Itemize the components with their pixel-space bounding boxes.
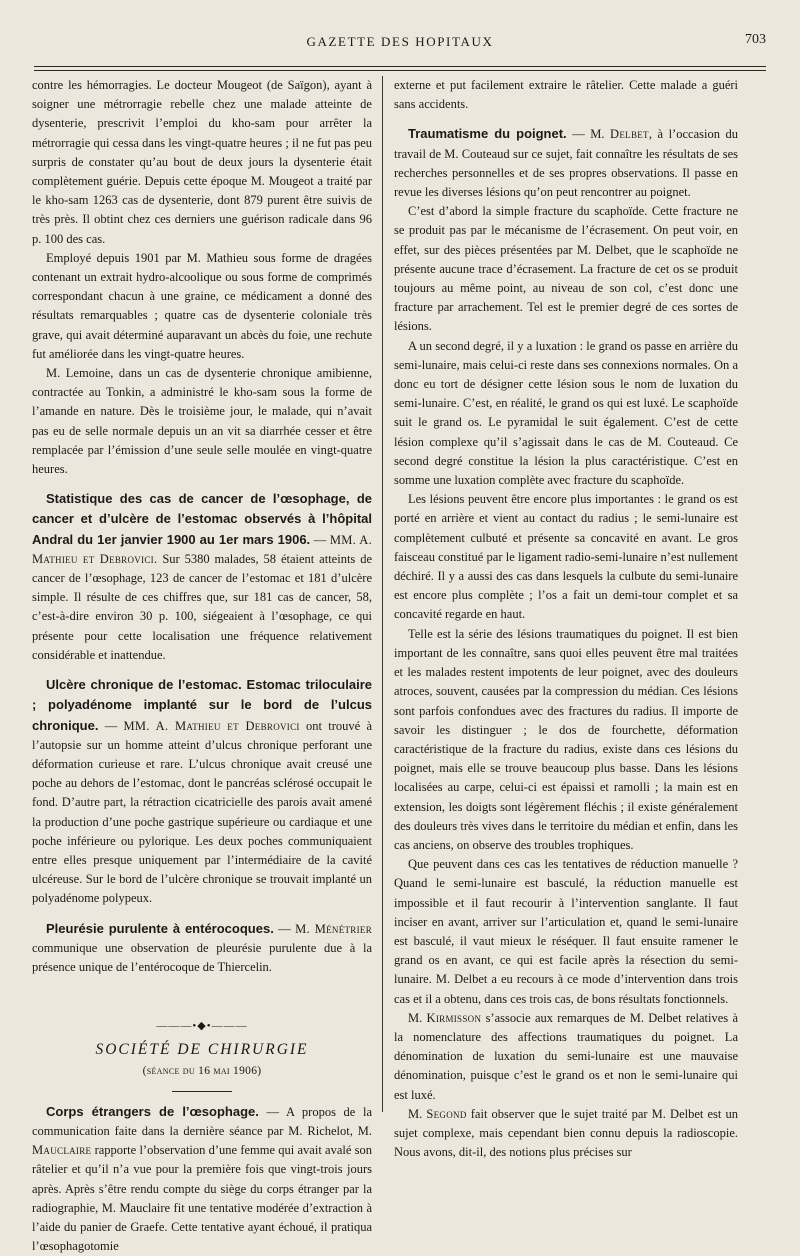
section-heading: Ulcère chronique de l’estomac. Estomac triloculaire ; polyadénome implanté sur le bord de l’ulcus chronique.: [32, 677, 372, 733]
section-body: A propos de la communication faite dans la dernière séance par M. Richelot, M.: [32, 1104, 372, 1138]
paragraph-kirmisson: M. Kirmisson s’associe aux remarques de M. Delbet relatives à la nomenclature des affections traumatiques du poignet. La dénomination de luxation du semi-lunaire est une mauvaise dénomination, puisque c’est le grand os et non le semi-lunaire qui est luxé.: [394, 1010, 738, 1102]
section-ulcere: Ulcère chronique de l’estomac. Estomac triloculaire ; polyadénome implanté sur le bord de l’ulcus chronique. — MM. A. Mathieu et Debrovici ont trouvé à l’autopsie sur un homme atteint d’ulcus chronique perforant une déformation curieuse et rare. L’ulcus chronique avait creusé une poche au dehors de l’estomac, dont le pancréas sclérosé occupait le fond. D’autre part, la rétraction cicatricielle des parois avait amené la production d’une poche gastrique supérieure ou cardiaque et une poche inférieure ou pylorique. Les deux poches communiquaient entre elles presque uniquement par l’intermédiaire de la cavité ulcéreuse. Sur le bord de l’ulcère chronique se trouvait implanté un polyadénome polypeux.: [32, 677, 372, 906]
section-body: Sur 5380 malades, 58 étaient atteints de cancer de l’œsophage, 123 de cancer de l’estomac et 181 d’ulcère simple. Il résulte de ces chiffres que, sur 181 cas de cancer, 58, c’est-à-dire environ 30 p. 100, siégeaient à l’œsophage, ce qui présente pour cette localisation une fréquence relativement considérable et inattendue.: [32, 551, 372, 662]
paragraph: C’est d’abord la simple fracture du scaphoïde. Cette fracture ne se produit pas par le mécanisme de l’écrasement. On peut voir, en effet, sur des pièces présentées par M. Delbet, que le scaphoïde ne présente aucune trace d’écrasement. La fracture de cet os se produit toujours au même point, au niveau de son col, c’est donc une fracture par arrachement. Tel est le premier degré de ces sortes de lésions.: [394, 204, 738, 334]
left-column: [32, 76, 373, 1254]
paragraph: Telle est la série des lésions traumatiques du poignet. Il est bien important de les connaître, sans quoi elles peuvent être mal traitées et les malades restent impotents de leur poignet, avec des douleurs atroces, souvent, causées par la compression du médian. Ces lésions sont parfois confondues avec des fractures du radius. Il importe de savoir les distinguer ; le dos de fourchette, déformation caractéristique de la fracture du radius, existe dans ces lésions du poignet, mais elle se trouve beaucoup plus basse. Dans les lésions localisées au carpe, celui-ci est épaissi et ramolli ; la main est en extension, les doigts sont légèrement fléchis ; il existe généralement des douleurs très vives dans le territoire du médian et enfin, dans les cas anciens, on observe des troubles trophiques.: [394, 626, 738, 852]
section-authors: MM. A. Mathieu et Debrovici: [123, 718, 300, 733]
column-divider: [382, 76, 383, 1112]
header-rule-secondary: [34, 70, 766, 71]
paragraph: Employé depuis 1901 par M. Mathieu sous forme de dragées contenant un extrait hydro-alcoolique ou sous forme de comprimés correspondant chacun à une graine, ce médicament a donné des résultats remarquables ; quatre cas de dysenterie coloniale très grave, qui avait déterminé auparavant un abcès du foie, une rechute fut améliorée dans les vingt-quatre heures.: [32, 250, 372, 361]
paragraph-segond: M. Segond fait observer que le sujet traité par M. Delbet est un sujet complexe, mais cependant bien connu depuis la radioscopie. Nous avons, dit-il, des notions plus précises sur: [394, 1106, 739, 1160]
section-body: ont trouvé à l’autopsie sur un homme atteint d’ulcus chronique perforant une déformation curieuse et rare. L’ulcus chronique avait creusé une poche au dehors de l’estomac, dont le pancréas sclérosé occupait le fond. D’autre part, la rétraction cicatricielle des parois avait amené la production d’une poche gastrique supérieure ou cardiaque et une poche inférieure ou pylorique. Les deux poches communiquaient entre elles presque uniquement par l’intermédiaire de la cavité ulcéreuse. Sur le bord de l’ulcère chronique se trouvait implanté un polyadénome polypeux.: [32, 718, 372, 906]
paragraph: contre les hémorragies. Le docteur Mougeot (de Saïgon), ayant à soigner une métrorragie rebelle chez une malade atteinte de dysenterie, prescrivit l’emploi du kho-sam pour arrêter la métrorragie qui cessa dans les vingt-quatre heures ; il ne fut pas peu surpris de constater qu’au bout de deux jours la dysenterie était complètement guérie. Depuis cette époque M. Mougeot a traité par le kho-sam 1263 cas de dysenterie, dont 879 purent être suivis de très près. Il obtint chez ces derniers une guérison radicale dans 96 p. 100 des cas.: [32, 78, 372, 246]
paragraph: externe et put facilement extraire le râtelier. Cette malade a guéri sans accidents.: [394, 78, 738, 112]
paragraph: Que peuvent dans ces cas les tentatives de réduction manuelle ? Quand le semi-lunaire est basculé, la réduction manuelle est impossible et il faut recourir à l’intervention sanglante. Il faut inciser en avant, arriver sur l’articulation et, quand le semi-lunaire est basculé, il vaut mieux le réséquer. Il faut ensuite ramener le grand os en avant, ce qui est facile après la résection du semi-lunaire. M. Delbet a eu recours à ce mode d’intervention dans trois cas et il a obtenu, dans ces trois cas, de bons résultats fonctionnels.: [394, 857, 738, 1006]
section-body: rapporte l’observation d’une femme qui avait avalé son râtelier et qu’il n’a vue pour la première fois que vingt-trois jours après. Après s’être rendu compte du siège du corps étranger par la radiographie, M. Mauclaire fit une tentative modérée d’extraction à l’aide du panier de Graefe. Cette tentative ayant échoué, il pratiqua l’œsophagotomie: [32, 1143, 373, 1254]
right-column: [394, 76, 739, 1160]
running-title: GAZETTE DES HOPITAUX: [306, 34, 494, 49]
section-corps-etrangers: Corps étrangers de l’œsophage. — A propos de la communication faite dans la dernière séance par M. Richelot, M. Mauclaire rapporte l’observation d’une femme qui avait avalé son râtelier et qu’il n’a vue pour la première fois que vingt-trois jours après. Après s’être rendu compte du siège du corps étranger par la radiographie, M. Mauclaire fit une tentative modérée d’extraction à l’aide du panier de Graefe. Cette tentative ayant échoué, il pratiqua l’œsophagotomie: [32, 1103, 373, 1254]
page-number: 703: [745, 32, 766, 47]
section-body: , à l’occasion du travail de M. Couteaud sur ce sujet, fait connaître les résultats de ses recherches personnelles et de ses propres observations. Il passe en revue les diverses lésions qu’on peut rencontrer au poignet.: [394, 127, 738, 200]
author-name: Kirmisson: [426, 1010, 482, 1025]
paragraph-body: s’associe aux remarques de M. Delbet relatives à la nomenclature des affections traumatiques du poignet. La dénomination de luxation du semi-lunaire est une mauvaise dénomination, puisque c’est le grand os et non le semi-lunaire qui est luxé.: [394, 1010, 738, 1102]
author-name: Segond: [426, 1106, 467, 1121]
section-traumatisme: Traumatisme du poignet. — M. Delbet, à l’occasion du travail de M. Couteaud sur ce sujet, fait connaître les résultats de ses recherches personnelles et de ses propres observations. Il passe en revue les diverses lésions qu’on peut rencontrer au poignet.: [394, 126, 738, 200]
author-name: Delbet: [610, 127, 649, 142]
section-heading: Corps étrangers de l’œsophage.: [46, 1103, 259, 1119]
section-heading: Traumatisme du poignet.: [408, 126, 567, 142]
section-authors: M. Ménétrier: [295, 921, 372, 936]
section-authors: MM. A. Mathieu et Debrovici.: [32, 532, 372, 566]
header-rule: [34, 66, 766, 67]
author-name: Mauclaire: [32, 1143, 92, 1158]
paragraph: M. Lemoine, dans un cas de dysenterie chronique amibienne, contractée au Tonkin, a administré le kho-sam sous la forme de l’amande en nature. Dès le troisième jour, le malade, qui n’avait pas eu de selle normale depuis un an vit sa diarrhée cesser et être remplacée par l’émission d’une seule selle moulée en vingt-quatre heures.: [32, 366, 372, 477]
section-pleuresie: Pleurésie purulente à entérocoques. — M. Ménétrier communique une observation de pleurésie purulente due à la présence unique de l’entérocoque de Thiercelin.: [32, 920, 372, 974]
paragraph-body: fait observer que le sujet traité par M. Delbet est un sujet complexe, mais cependant bien connu depuis la radioscopie. Nous avons, dit-il, des notions plus précises sur: [394, 1106, 739, 1160]
paragraph: Les lésions peuvent être encore plus importantes : le grand os est porté en arrière et vient au contact du radius ; le semi-lunaire est complètement culbuté et présente sa concavité en avant. Le gros faisceau constitué par le ligament radio-semi-lunaire n’est nullement déchiré. Il y a aussi des cas dans lesquels la culbute du semi-lunaire est encore plus complète ; l’os a fait un demi-tour complet et sa concavité regarde en haut.: [394, 492, 738, 622]
page-header: [0, 30, 800, 56]
section-heading: Statistique des cas de cancer de l’œsophage, de cancer et d’ulcère de l’estomac observés à l’hôpital Andral du 1er janvier 1900 au 1er mars 1906.: [32, 491, 372, 547]
section-body: communique une observation de pleurésie purulente due à la présence unique de l’entérocoque de Thiercelin.: [32, 940, 372, 974]
section-heading: Pleurésie purulente à entérocoques.: [46, 920, 274, 936]
section-statistique: Statistique des cas de cancer de l’œsophage, de cancer et d’ulcère de l’estomac observés à l’hôpital Andral du 1er janvier 1900 au 1er mars 1906. — MM. A. Mathieu et Debrovici. Sur 5380 malades, 58 étaient atteints de cancer de l’œsophage, 123 de cancer de l’estomac et 181 d’ulcère simple. Il résulte de ces chiffres que, sur 181 cas de cancer, 58, c’est-à-dire environ 30 p. 100, siégeaient à l’œsophage, ce qui présente pour cette localisation une fréquence relativement considérable et inattendue.: [32, 491, 372, 662]
society-session: (séance du 16 mai 1906): [142, 1064, 262, 1077]
society-title: SOCIÉTÉ DE CHIRURGIE: [95, 1041, 309, 1059]
short-rule: [172, 1091, 232, 1092]
paragraph: A un second degré, il y a luxation : le grand os passe en arrière du semi-lunaire, mais celui-ci reste dans ses connexions normales. On a donc eu tort de désigner cette lésion sous le nom de luxation du semi-lunaire. C’est, en réalité, le grand os qui est luxé. Le scaphoïde suit le grand os. Le pyramidal le suit également. C’est de cette lésion complexe qu’il s’agissait dans le cas de M. Couteaud. Ce second degré constitue la lésion la plus caractéristique. C’est en somme une luxation complète avec fracture du scaphoïde.: [394, 338, 738, 488]
ornament-divider: ———•◆•———: [156, 1020, 248, 1033]
